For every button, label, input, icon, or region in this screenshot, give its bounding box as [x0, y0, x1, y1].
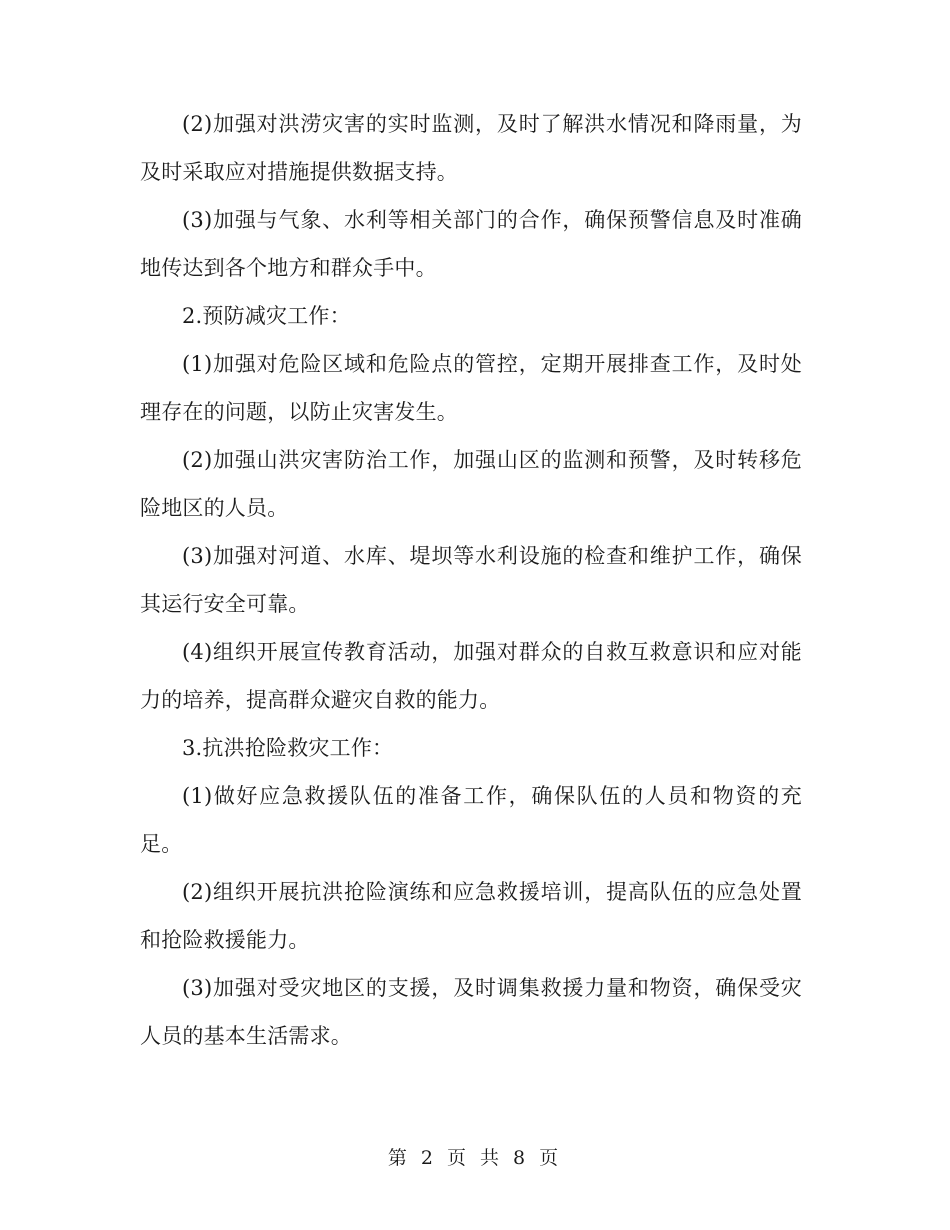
paragraph-rescue-team: (1)做好应急救援队伍的准备工作，确保队伍的人员和物资的充足。 [140, 784, 802, 856]
document-body [140, 100, 802, 1060]
paragraph-support: (3)加强对受灾地区的支援，及时调集救援力量和物资，确保受灾人员的基本生活需求。 [140, 976, 802, 1048]
paragraph-risk-control: (1)加强对危险区域和危险点的管控，定期开展排查工作，及时处理存在的问题，以防止灾害发生。 [140, 352, 802, 424]
page-number-footer: 第 2 页 共 8 页 [387, 1147, 563, 1169]
paragraph-cooperation: (3)加强与气象、水利等相关部门的合作，确保预警信息及时准确地传达到各个地方和群众手中。 [140, 208, 802, 280]
paragraph-water-facilities: (3)加强对河道、水库、堤坝等水利设施的检查和维护工作，确保其运行安全可靠。 [140, 544, 802, 616]
paragraph-drills: (2)组织开展抗洪抢险演练和应急救援培训，提高队伍的应急处置和抢险救援能力。 [140, 880, 802, 952]
section-heading-prevention: 2.预防减灾工作： [182, 304, 351, 328]
paragraph-education: (4)组织开展宣传教育活动，加强对群众的自救互救意识和应对能力的培养，提高群众避灾自救的能力。 [140, 640, 802, 712]
paragraph-mountain-flood: (2)加强山洪灾害防治工作，加强山区的监测和预警，及时转移危险地区的人员。 [140, 448, 802, 520]
section-heading-rescue: 3.抗洪抢险救灾工作： [182, 736, 394, 760]
paragraph-monitoring: (2)加强对洪涝灾害的实时监测，及时了解洪水情况和降雨量，为及时采取应对措施提供数据支持。 [140, 112, 802, 184]
